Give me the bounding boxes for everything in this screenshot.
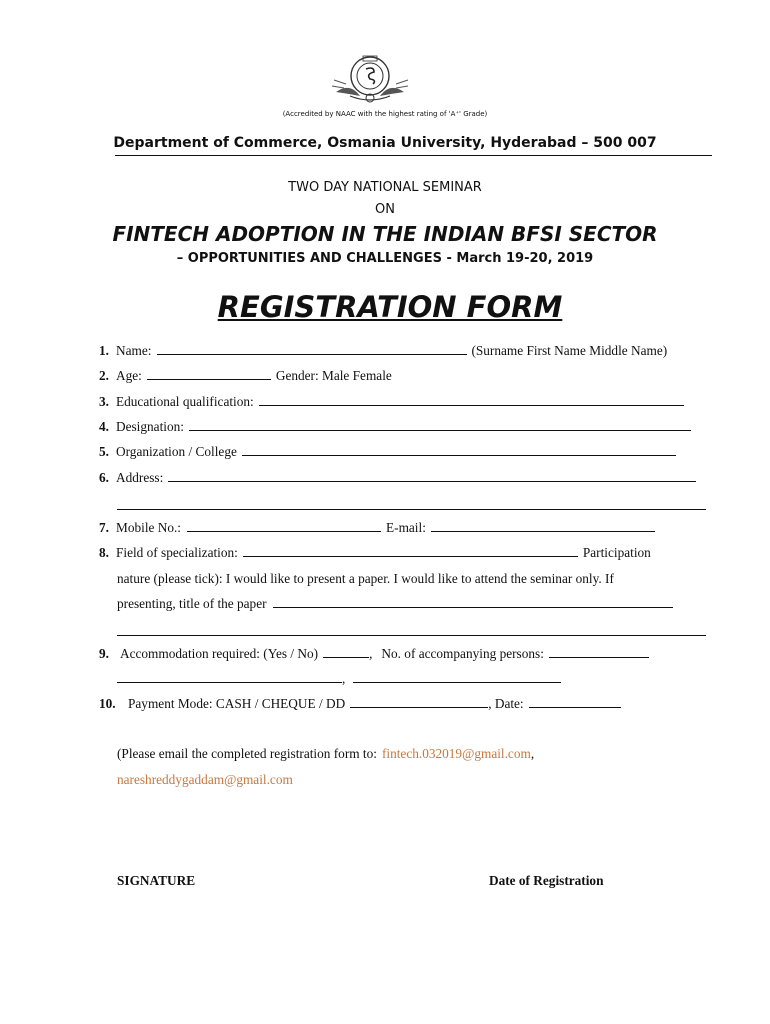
- paper-title-input-line[interactable]: [273, 596, 673, 608]
- field-name-row: [99, 343, 667, 359]
- seminar-heading: TWO DAY NATIONAL SEMINAR: [288, 180, 482, 195]
- accompanying-name-input-1[interactable]: [117, 671, 342, 683]
- organization-input-line[interactable]: [242, 444, 676, 456]
- accreditation-note: (Accredited by NAAC with the highest rating of 'A⁺' Grade): [282, 110, 488, 118]
- paper-title-row: [117, 596, 673, 612]
- email-separator: ,: [530, 746, 535, 761]
- payment-mode-label: Payment Mode: CASH / CHEQUE / DD: [128, 696, 346, 711]
- education-label: Educational qualification:: [116, 394, 254, 409]
- header-divider: [115, 155, 712, 156]
- field-organization-row: [99, 444, 676, 460]
- accompanying-persons-label: No. of accompanying persons:: [381, 646, 544, 661]
- field-specialization-row: [99, 545, 651, 561]
- university-emblem-logo: [330, 52, 410, 108]
- designation-label: Designation:: [116, 419, 184, 434]
- signature-label: SIGNATURE: [117, 873, 196, 888]
- field-accommodation-row: [99, 646, 649, 662]
- participation-nature-text[interactable]: nature (please tick): I would like to present a paper. I would like to attend the seminar only. If: [117, 571, 614, 586]
- field-number: 5.: [99, 444, 109, 459]
- field-contact-row: [99, 520, 655, 536]
- email-note-line-2: [117, 772, 293, 788]
- field-number: 1.: [99, 343, 109, 358]
- name-input-line[interactable]: [157, 343, 467, 355]
- field-number: 8.: [99, 545, 109, 560]
- email-note-line: [117, 746, 534, 762]
- mobile-input-line[interactable]: [187, 520, 381, 532]
- organization-label: Organization / College: [116, 444, 237, 459]
- date-of-registration-label: Date of Registration: [489, 873, 604, 888]
- accompanying-persons-input-line[interactable]: [549, 646, 649, 658]
- name-label: Name:: [116, 343, 152, 358]
- payment-date-input-line[interactable]: [529, 696, 621, 708]
- specialization-input-line[interactable]: [243, 545, 578, 557]
- department-title: Department of Commerce, Osmania University, Hyderabad – 500 007: [113, 135, 657, 151]
- email-note-prefix: (Please email the completed registration form to:: [117, 746, 377, 761]
- accommodation-label: Accommodation required: (Yes / No): [120, 646, 319, 661]
- paper-title-label: presenting, title of the paper: [117, 596, 267, 611]
- email-link-fintech[interactable]: fintech.032019@gmail.com: [381, 746, 531, 761]
- payment-ref-input-line[interactable]: [350, 696, 488, 708]
- gender-options[interactable]: Gender: Male Female: [275, 368, 392, 383]
- field-education-row: [99, 394, 684, 410]
- address-input-line-2[interactable]: [117, 509, 706, 510]
- age-input-line[interactable]: [147, 368, 271, 380]
- field-designation-row: [99, 419, 691, 435]
- address-input-line[interactable]: [168, 470, 696, 482]
- participation-label: Participation: [582, 545, 651, 560]
- email-input-line[interactable]: [431, 520, 655, 532]
- comma: ,: [369, 646, 373, 661]
- accompanying-name-input-2[interactable]: [353, 671, 561, 683]
- field-age-row: [99, 368, 392, 384]
- seminar-subtopic: – OPPORTUNITIES AND CHALLENGES - March 19-20, 2019: [176, 251, 594, 266]
- field-number: 3.: [99, 394, 109, 409]
- field-number: 10.: [99, 696, 116, 711]
- education-input-line[interactable]: [259, 394, 684, 406]
- payment-date-label: , Date:: [488, 696, 524, 711]
- accommodation-input-line[interactable]: [323, 646, 369, 658]
- seminar-topic: FINTECH ADOPTION IN THE INDIAN BFSI SECTOR: [112, 222, 658, 246]
- email-label: E-mail:: [386, 520, 426, 535]
- field-number: 9.: [99, 646, 109, 661]
- field-number: 4.: [99, 419, 109, 434]
- designation-input-line[interactable]: [189, 419, 691, 431]
- email-link-naresh[interactable]: nareshreddygaddam@gmail.com: [117, 772, 293, 787]
- field-payment-row: [99, 696, 621, 712]
- comma: ,: [342, 671, 346, 686]
- seminar-on: ON: [375, 202, 395, 217]
- form-title: REGISTRATION FORM: [217, 290, 563, 324]
- field-number: 2.: [99, 368, 109, 383]
- accompanying-names-row: [117, 671, 561, 687]
- age-label: Age:: [116, 368, 142, 383]
- specialization-label: Field of specialization:: [116, 545, 238, 560]
- paper-title-input-line-2[interactable]: [117, 635, 706, 636]
- field-number: 7.: [99, 520, 109, 535]
- address-label: Address:: [116, 470, 164, 485]
- field-address-row: [99, 470, 696, 486]
- field-number: 6.: [99, 470, 109, 485]
- mobile-label: Mobile No.:: [116, 520, 182, 535]
- name-format-hint: (Surname First Name Middle Name): [471, 343, 668, 358]
- participation-nature-line: [117, 571, 614, 587]
